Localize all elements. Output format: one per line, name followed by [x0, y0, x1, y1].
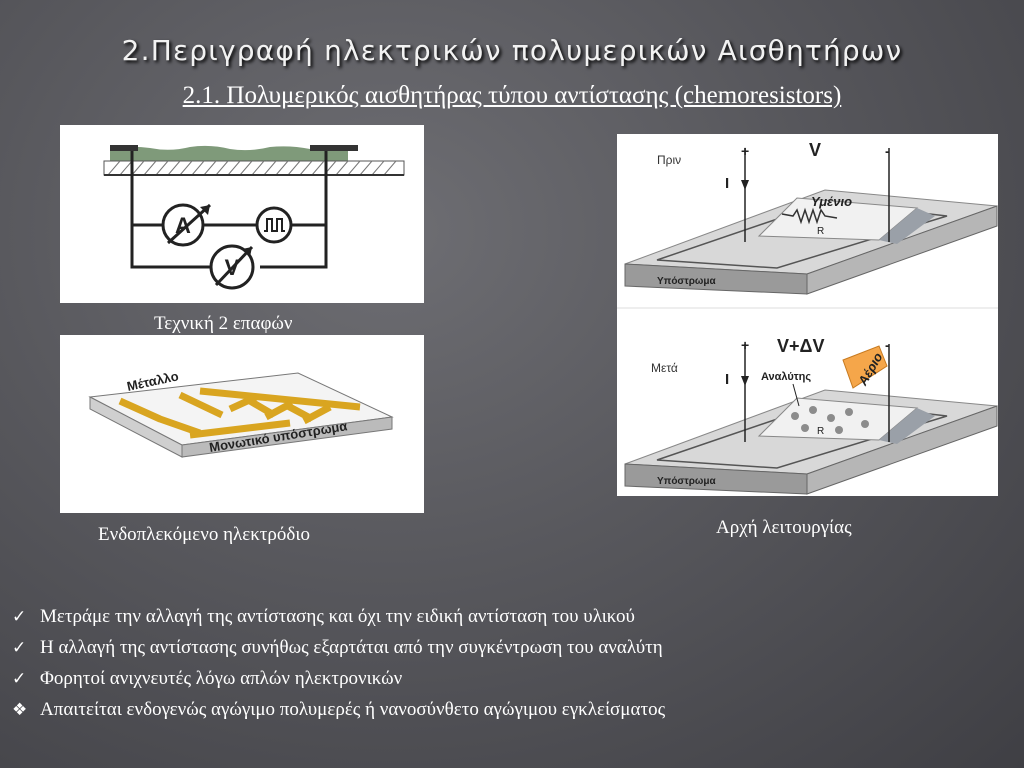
- two-contact-caption: Τεχνική 2 επαφών: [154, 313, 293, 334]
- after-minus-label: -: [885, 337, 890, 353]
- before-plus-label: +: [741, 143, 750, 159]
- bullet-item: [12, 632, 1012, 663]
- interdigitated-caption: Ενδοπλεκόμενο ηλεκτρόδιο: [98, 524, 310, 545]
- diamond-bullet-icon: ❖: [12, 700, 28, 720]
- interdigitated-electrode-diagram: [60, 335, 424, 513]
- bullet-text: Μετράμε την αλλαγή της αντίστασης και όχι την ειδική αντίσταση του υλικού: [40, 606, 635, 627]
- bullet-item: [12, 694, 1012, 725]
- before-state-label: Πριν: [657, 153, 682, 167]
- after-plus-label: +: [741, 337, 750, 353]
- gas-label: Αέριο: [855, 350, 886, 388]
- insulating-substrate-label: Μονωτικό υπόστρωμα: [208, 418, 349, 455]
- check-icon: ✓: [12, 669, 27, 689]
- bullet-text: Φορητοί ανιχνευτές λόγω απλών ηλεκτρονικών: [40, 668, 403, 689]
- slide-subtitle: 2.1. Πολυμερικός αισθητήρας τύπου αντίστασης (chemoresistors): [182, 82, 842, 109]
- metal-label: Μέταλλο: [125, 368, 180, 394]
- after-resistor-label: R: [817, 426, 825, 437]
- check-icon: ✓: [12, 607, 27, 627]
- before-current-label: I: [725, 175, 730, 192]
- ammeter-label: A: [175, 213, 191, 238]
- bullet-text: Απαιτείται ενδογενώς αγώγιμο πολυμερές ή νανοσύνθετο αγώγιμου εγκλείσματος: [40, 699, 666, 720]
- two-contact-circuit-figure: [60, 125, 424, 303]
- before-voltage-label: V: [809, 140, 822, 160]
- film-label: Υμένιο: [811, 194, 853, 209]
- interdigitated-electrode-figure: [60, 335, 424, 513]
- operating-principle-caption: Αρχή λειτουργίας: [716, 517, 852, 538]
- bullet-item: [12, 663, 1012, 694]
- operating-principle-figure: [617, 134, 998, 496]
- slide-title: 2.Περιγραφή ηλεκτρικών πολυμερικών Αισθητήρων: [121, 34, 903, 67]
- after-state-label: Μετά: [651, 361, 678, 375]
- bullet-text: Η αλλαγή της αντίστασης συνήθως εξαρτάται από την συγκέντρωση του αναλύτη: [40, 637, 663, 658]
- after-substrate-label: Υπόστρωμα: [657, 476, 716, 487]
- operating-principle-diagram: [617, 134, 998, 496]
- before-minus-label: -: [885, 143, 890, 159]
- two-contact-circuit-diagram: [60, 125, 424, 303]
- check-icon: ✓: [12, 638, 27, 658]
- bullet-item: [12, 601, 1012, 632]
- after-voltage-label: V+ΔV: [777, 336, 825, 356]
- before-resistor-label: R: [817, 226, 825, 237]
- before-substrate-label: Υπόστρωμα: [657, 276, 716, 287]
- bullet-list: [12, 601, 1012, 725]
- after-current-label: I: [725, 371, 730, 388]
- voltmeter-label: V: [224, 255, 240, 280]
- analyte-label: Αναλύτης: [761, 371, 812, 383]
